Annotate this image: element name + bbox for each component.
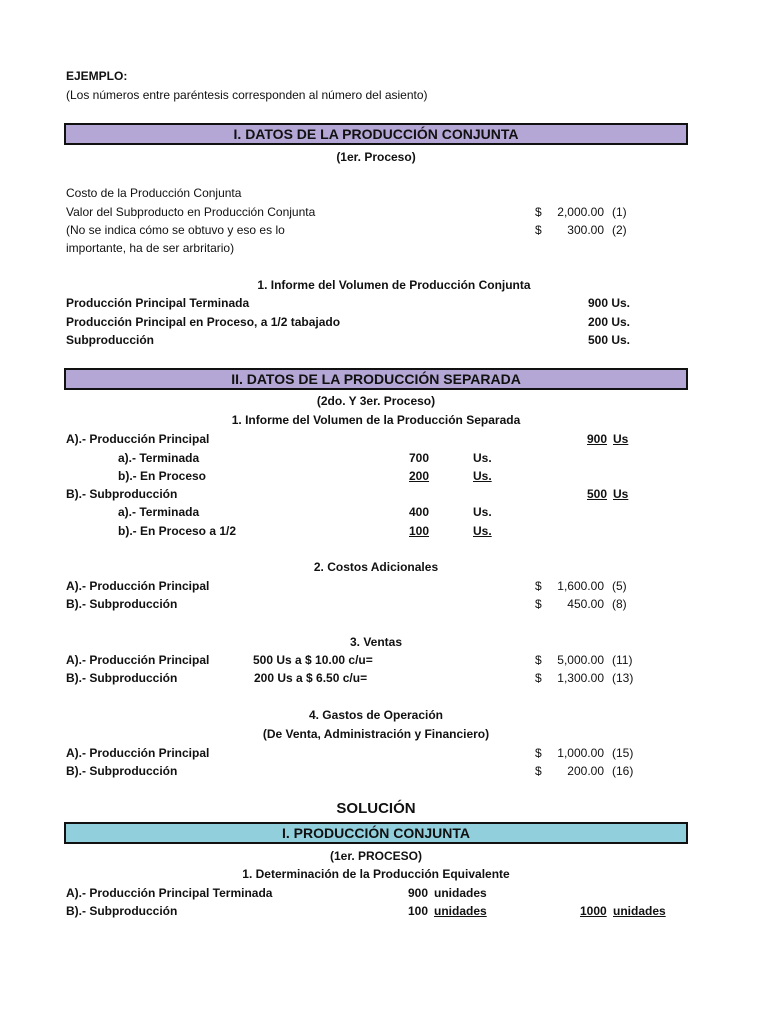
separate-volume-title: 1. Informe del Volumen de la Producción Separada (231, 413, 521, 427)
joint-volume-title: 1. Informe del Volumen de Producción Conjunta (257, 278, 531, 292)
item-label: a).- Terminada (118, 505, 200, 519)
sales-row-label: A).- Producción Principal (66, 653, 210, 667)
item-qty: 100 (409, 524, 430, 538)
equivalent-row-label: B).- Subproducción (66, 904, 178, 918)
currency-symbol: $ (535, 764, 542, 778)
principal-total: 900 (587, 432, 608, 446)
amount-value: 450.00 (567, 597, 604, 611)
cost-row-label: A).- Producción Principal (66, 579, 210, 593)
equivalent-row-qty: 100 (408, 904, 429, 918)
expense-row-label: A).- Producción Principal (66, 746, 210, 760)
item-label: b).- En Proceso (118, 469, 207, 483)
solution-title: SOLUCIÓN (336, 800, 416, 817)
entry-ref: (5) (612, 579, 627, 593)
equivalent-row-qty: 900 (408, 886, 429, 900)
principal-production-label: A).- Producción Principal (66, 432, 210, 446)
volume-row-label: Producción Principal Terminada (66, 296, 250, 310)
cost-row-label: B).- Subproducción (66, 597, 178, 611)
section-header-joint-production: I. DATOS DE LA PRODUCCIÓN CONJUNTA (64, 123, 688, 145)
entry-ref: (13) (612, 671, 634, 685)
operating-expenses-title: 4. Gastos de Operación (308, 708, 444, 722)
solution-header-joint-production: I. PRODUCCIÓN CONJUNTA (64, 822, 688, 844)
equivalent-total-qty: 1000 (580, 904, 607, 918)
volume-row-label: Subproducción (66, 333, 154, 347)
sales-row-detail: 500 Us a $ 10.00 c/u= (253, 653, 373, 667)
item-unit: Us. (473, 469, 492, 483)
item-label: a).- Terminada (118, 451, 200, 465)
byproduct-value-label: Valor del Subproducto en Producción Conjunta (66, 205, 316, 219)
volume-row-label: Producción Principal en Proceso, a 1/2 tabajado (66, 315, 341, 329)
sales-title: 3. Ventas (349, 635, 403, 649)
currency-symbol: $ (535, 205, 542, 219)
note-line-1: (No se indica cómo se obtuvo y eso es lo (66, 223, 285, 237)
section2-subtitle: (2do. Y 3er. Proceso) (316, 394, 436, 408)
entry-ref: (1) (612, 205, 627, 219)
item-unit: Us. (473, 451, 492, 465)
operating-expenses-subtitle: (De Venta, Administración y Financiero) (262, 727, 490, 741)
volume-row-value: 200 Us. (587, 315, 630, 329)
currency-symbol: $ (535, 579, 542, 593)
amount-value: 5,000.00 (557, 653, 604, 667)
example-title: EJEMPLO: (66, 69, 128, 83)
joint-cost-label: Costo de la Producción Conjunta (66, 186, 242, 200)
equivalent-row-unit: unidades (434, 886, 487, 900)
amount-value: 200.00 (567, 764, 604, 778)
byproduction-label: B).- Subproducción (66, 487, 178, 501)
amount-value: 1,300.00 (557, 671, 604, 685)
additional-costs-title: 2. Costos Adicionales (313, 560, 439, 574)
equivalent-row-unit: unidades (434, 904, 487, 918)
item-qty: 700 (409, 451, 430, 465)
byproduction-total-unit: Us (613, 487, 629, 501)
amount-value: 1,000.00 (557, 746, 604, 760)
note-line-2: importante, ha de ser arbritario) (66, 241, 235, 255)
sales-row-label: B).- Subproducción (66, 671, 178, 685)
currency-symbol: $ (535, 671, 542, 685)
currency-symbol: $ (535, 597, 542, 611)
volume-row-value: 900 Us. (587, 296, 630, 310)
solution-subtitle: (1er. PROCESO) (329, 849, 423, 863)
entry-ref: (15) (612, 746, 634, 760)
principal-total-unit: Us (613, 432, 629, 446)
section-header-separate-production: II. DATOS DE LA PRODUCCIÓN SEPARADA (64, 368, 688, 390)
entry-ref: (16) (612, 764, 634, 778)
item-qty: 400 (409, 505, 430, 519)
equivalent-row-label: A).- Producción Principal Terminada (66, 886, 273, 900)
item-qty: 200 (409, 469, 430, 483)
byproduction-total: 500 (587, 487, 608, 501)
equivalent-production-title: 1. Determinación de la Producción Equivalente (242, 867, 510, 881)
amount-value: 1,600.00 (557, 579, 604, 593)
entry-ref: (11) (612, 653, 633, 667)
item-unit: Us. (473, 524, 492, 538)
section1-subtitle: (1er. Proceso) (336, 150, 416, 164)
entry-ref: (8) (612, 597, 627, 611)
volume-row-value: 500 Us. (587, 333, 630, 347)
item-unit: Us. (473, 505, 492, 519)
currency-symbol: $ (535, 653, 542, 667)
sales-row-detail: 200 Us a $ 6.50 c/u= (254, 671, 368, 685)
amount-value: 2,000.00 (557, 205, 604, 219)
currency-symbol: $ (535, 746, 542, 760)
expense-row-label: B).- Subproducción (66, 764, 178, 778)
entry-ref: (2) (612, 223, 627, 237)
example-note: (Los números entre paréntesis corresponden al número del asiento) (66, 88, 428, 102)
equivalent-total-unit: unidades (613, 904, 666, 918)
item-label: b).- En Proceso a 1/2 (118, 524, 237, 538)
currency-symbol: $ (535, 223, 542, 237)
amount-value: 300.00 (567, 223, 604, 237)
